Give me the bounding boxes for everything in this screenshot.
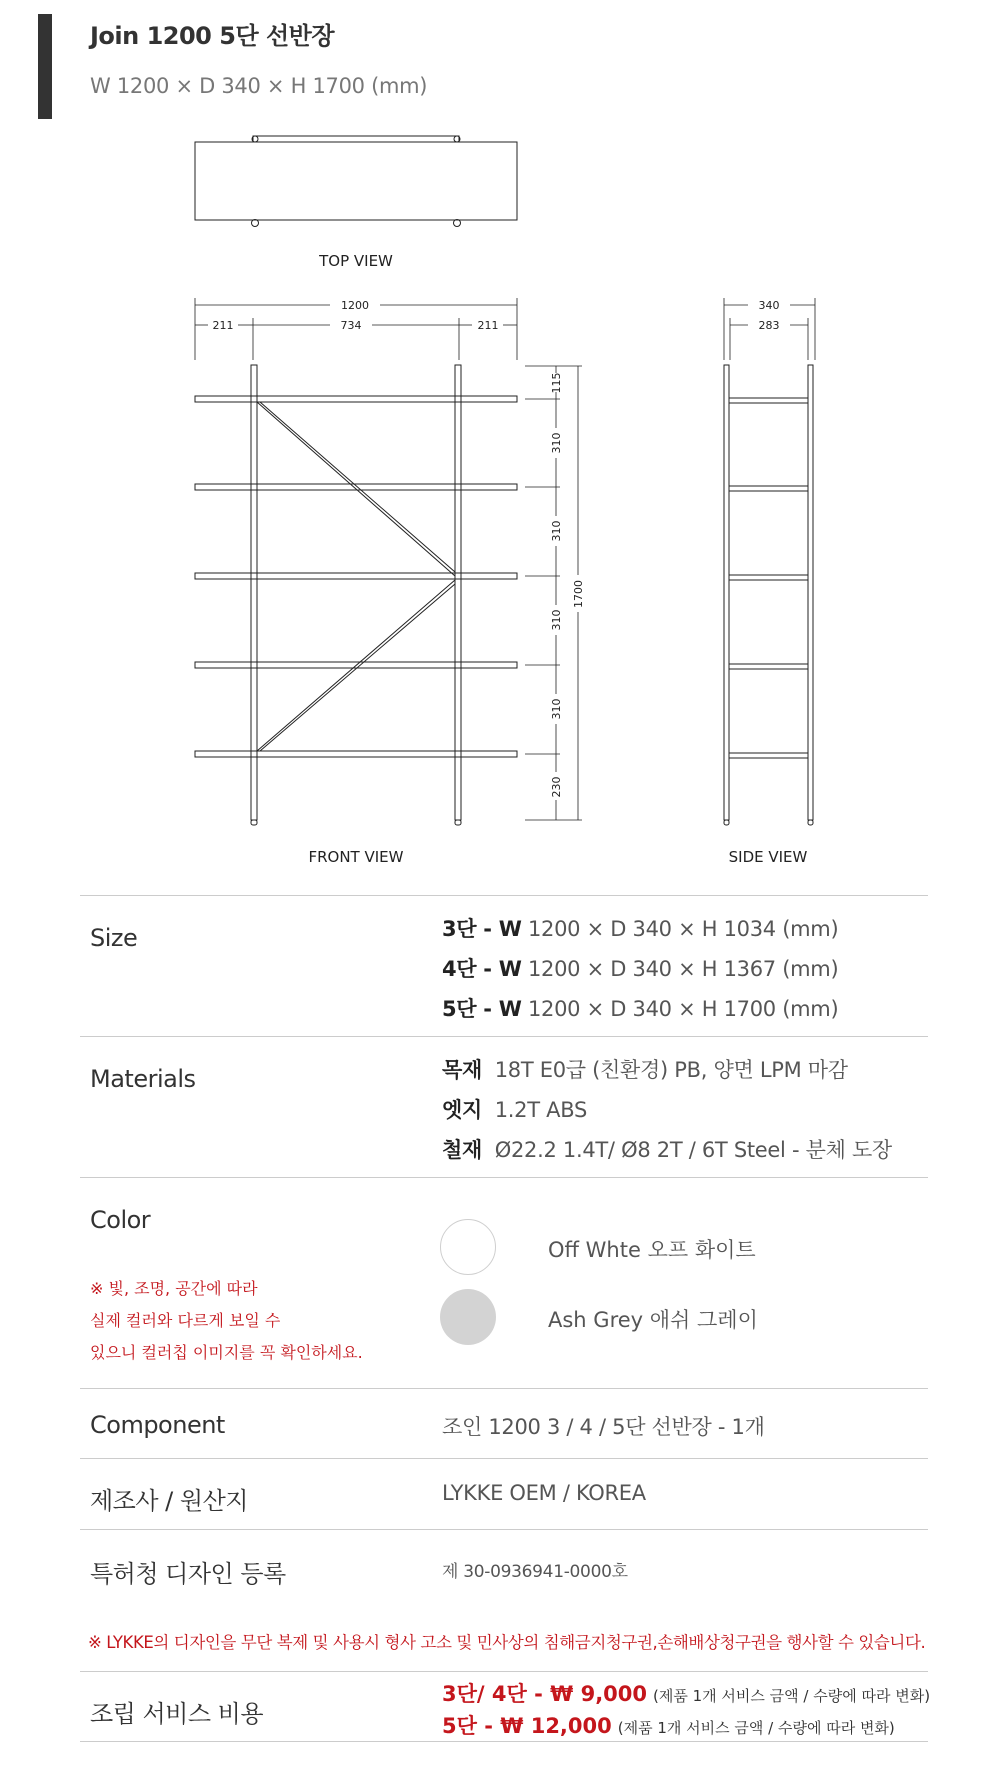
side-depth-inner: 283 [758, 319, 780, 332]
color-label: Color [90, 1206, 151, 1234]
patent-value: 제 30-0936941-0000호 [442, 1562, 628, 1582]
front-width-right: 211 [477, 319, 499, 332]
color-disclaimer: ※ 빛, 조명, 공간에 따라 실제 컬러와 다르게 보일 수 있으니 컬러칩 이미지를 꼭 확인하세요. [90, 1279, 363, 1362]
spec-row-assembly [80, 1671, 931, 1742]
material-steel: 철재 Ø22.2 1.4T/ Ø8 2T / 6T Steel - 분체 도장 [442, 1138, 892, 1162]
height-segment-2: 310 [550, 432, 563, 454]
component-value: 조인 1200 3 / 4 / 5단 선반장 - 1개 [442, 1415, 765, 1439]
top-view-label: TOP VIEW [319, 252, 393, 270]
spec-row-materials [80, 1036, 928, 1177]
size-label: Size [90, 924, 138, 952]
materials-values [442, 1050, 892, 1170]
material-wood: 목재 18T E0급 (친환경) PB, 양면 LPM 마감 [442, 1058, 848, 1082]
size-values [442, 909, 838, 1029]
front-view-frame [195, 365, 517, 825]
technical-drawing [0, 0, 1000, 880]
assembly-label: 조립 서비스 비용 [90, 1700, 264, 1728]
front-width-center: 734 [340, 319, 362, 332]
front-width-left: 211 [212, 319, 234, 332]
spec-row-maker [80, 1458, 928, 1529]
maker-label: 제조사 / 원산지 [90, 1487, 248, 1515]
component-label: Component [90, 1411, 225, 1439]
product-title: Join 1200 5단 선반장 [90, 22, 335, 50]
size-line-4: 4단 - W 1200 × D 340 × H 1367 (mm) [442, 957, 839, 981]
product-dimensions: W 1200 × D 340 × H 1700 (mm) [90, 74, 428, 98]
height-total: 1700 [572, 580, 585, 608]
top-view [195, 136, 517, 227]
size-line-3: 3단 - W 1200 × D 340 × H 1034 (mm) [442, 917, 839, 941]
spec-row-size [80, 895, 928, 1036]
height-segment-5: 310 [550, 698, 563, 720]
assembly-price-5: 5단 - ₩ 12,000 (제품 1개 서비스 금액 / 수량에 따라 변화) [442, 1714, 895, 1738]
height-segment-3: 310 [550, 520, 563, 542]
height-segment-6: 230 [550, 776, 563, 798]
materials-label: Materials [90, 1065, 196, 1093]
color-swatch-off-white[interactable] [440, 1219, 496, 1275]
material-edge: 엣지 1.2T ABS [442, 1098, 587, 1122]
color-swatch-ash-grey[interactable] [440, 1289, 496, 1345]
side-view [724, 298, 815, 825]
spec-row-color [80, 1177, 928, 1388]
side-depth-total: 340 [758, 299, 780, 312]
copyright-notice: ※ LYKKE의 디자인을 무단 복제 및 사용시 형사 고소 및 민사상의 침해금지청구권,손해배상청구권을 행사할 수 있습니다. [88, 1633, 926, 1652]
front-view-label: FRONT VIEW [308, 848, 404, 866]
patent-label: 특허청 디자인 등록 [90, 1560, 286, 1588]
height-segment-1: 115 [550, 372, 563, 394]
front-width-total: 1200 [341, 299, 369, 312]
color-name-ash-grey: Ash Grey 애쉬 그레이 [548, 1308, 758, 1332]
maker-value: LYKKE OEM / KOREA [442, 1481, 646, 1505]
assembly-price-3-4: 3단/ 4단 - ₩ 9,000 (제품 1개 서비스 금액 / 수량에 따라 변화) [442, 1682, 931, 1706]
spec-table [80, 895, 931, 1742]
side-view-label: SIDE VIEW [728, 848, 808, 866]
color-name-off-white: Off Whte 오프 화이트 [548, 1238, 756, 1262]
height-segment-4: 310 [550, 609, 563, 631]
size-line-5: 5단 - W 1200 × D 340 × H 1700 (mm) [442, 997, 839, 1021]
spec-row-component [80, 1388, 928, 1458]
